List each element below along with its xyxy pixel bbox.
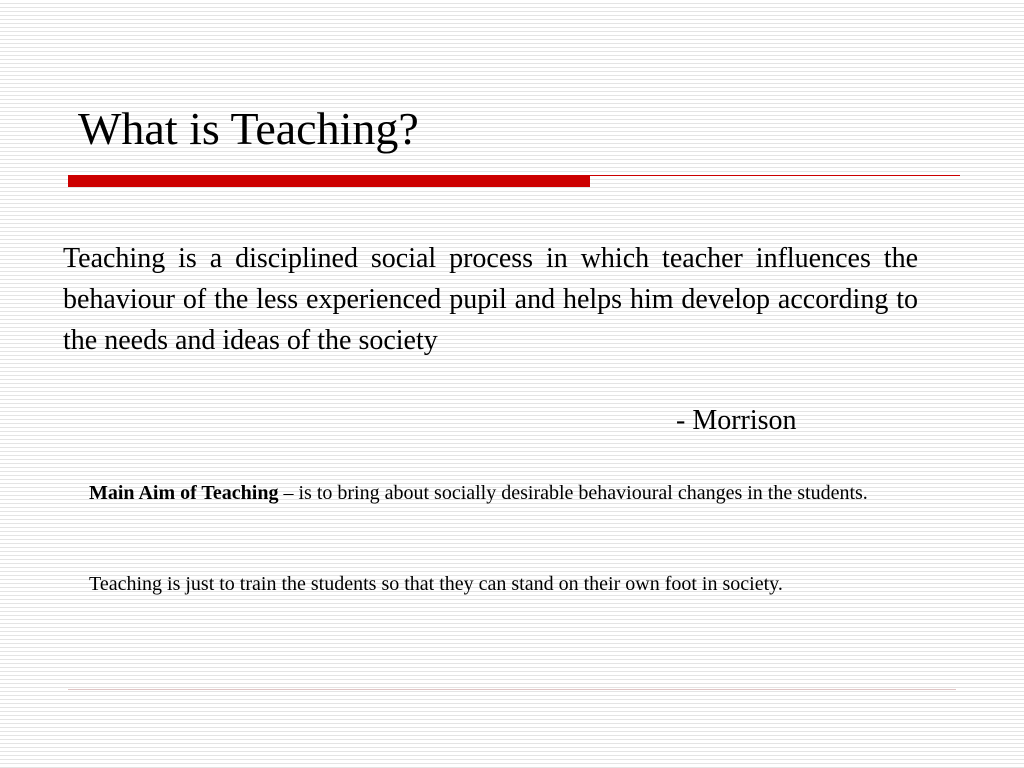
quote-attribution: - Morrison [676,405,797,436]
main-aim-text: – is to bring about socially desirable behavioural changes in the students. [278,482,868,504]
title-underline-thick [68,175,590,187]
title-underline-thin [590,175,960,176]
training-paragraph: Teaching is just to train the students so that they can stand on their own foot in society. [89,573,783,595]
main-aim-paragraph [89,478,939,508]
footer-divider [68,689,956,690]
main-aim-label: Main Aim of Teaching [89,482,279,504]
definition-quote: Teaching is a disciplined social process in which teacher influences the behaviour of the less experienced pupil and helps him develop according to the needs and ideas of the society [63,243,918,356]
slide-title: What is Teaching? [78,103,419,154]
